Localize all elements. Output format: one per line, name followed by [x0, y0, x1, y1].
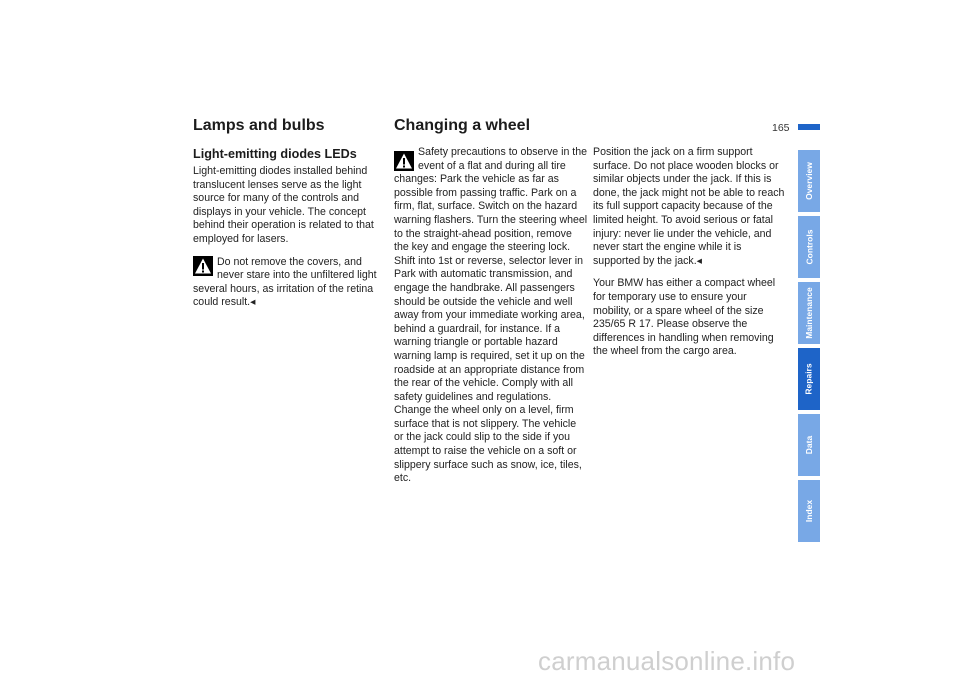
wheel-safety-block [394, 146, 588, 486]
wheel-safety-body: Park the vehicle as far as possible from passing traffic. Park on a firm, flat, surface. Switch on the hazard warning flashers. Turn the steering wheel to the straight-ahead position, remove the key and engage the steering lock. Shift into 1st or reverse, selector lever in Park with automatic transmission, and engage the handbrake. All passengers should be outside the vehicle and well away from your immediate working area, behind a guardrail, for instance. If a warning triangle or portable hazard warning lamp is required, set it up on the roadside at an appropriate distance from the rear of the vehicle. Comply with all safety guidelines and regulations. Change the wheel only on a level, firm surface that is not slippery. The vehicle or the jack could slip to the side if you attempt to raise the vehicle on a soft or slippery surface such as snow, ice, tiles, etc. [394, 173, 588, 485]
middle-column [394, 146, 588, 486]
tab-index[interactable] [798, 480, 820, 542]
tab-controls[interactable] [798, 216, 820, 278]
warning-triangle-icon [193, 256, 213, 276]
watermark: carmanualsonline.info [538, 646, 796, 676]
section-title-lamps: Lamps and bulbs [193, 117, 325, 134]
spare-wheel-text: Your BMW has either a compact wheel for temporary use to ensure your mobility, or a spare wheel of the size 235/65 R 17. Please observe the differences in handling when removing the wheel from the cargo area. [593, 277, 776, 358]
warning-triangle-icon [394, 151, 414, 171]
tab-maintenance-label: Maintenance [804, 287, 814, 339]
tab-repairs-label: Repairs [804, 363, 814, 395]
led-warning [193, 256, 387, 310]
tab-data-label: Data [804, 435, 814, 455]
led-intro-text: Light-emitting diodes installed behind translucent lenses serve as the light source for many of the controls and displays in your vehicle. The concept behind their operation is related to that employed for lasers. [193, 165, 374, 245]
wheel-safety-intro: Safety precautions to observe in the event of a flat and during all tire changes: [394, 146, 588, 186]
right-column [593, 146, 787, 368]
subheading-leds: Light-emitting diodes LEDs [193, 147, 357, 161]
page-marker-bar [798, 124, 820, 130]
tab-controls-label: Controls [804, 229, 815, 265]
jack-position-text: Position the jack on a firm support surface. Do not place wooden blocks or similar objects under the jack. If this is done, the jack might not be able to reach its full support capacity because of the limited height. To avoid serious or fatal injury: never lie under the vehicle, and never start the engine while it is supported by the jack.◂ [593, 146, 785, 267]
page-number: 165 [772, 122, 790, 134]
tab-index-label: Index [804, 499, 815, 523]
tab-repairs[interactable] [798, 348, 820, 410]
led-warning-text: Do not remove the covers, and never stare into the unfiltered light several hours, as irritation of the retina could result.◂ [193, 255, 377, 309]
tab-overview-label: Overview [804, 162, 814, 200]
tab-data[interactable] [798, 414, 820, 476]
tab-overview[interactable] [798, 150, 820, 212]
tab-maintenance[interactable] [798, 282, 820, 344]
section-title-wheel: Changing a wheel [394, 117, 531, 134]
left-column [193, 146, 387, 319]
